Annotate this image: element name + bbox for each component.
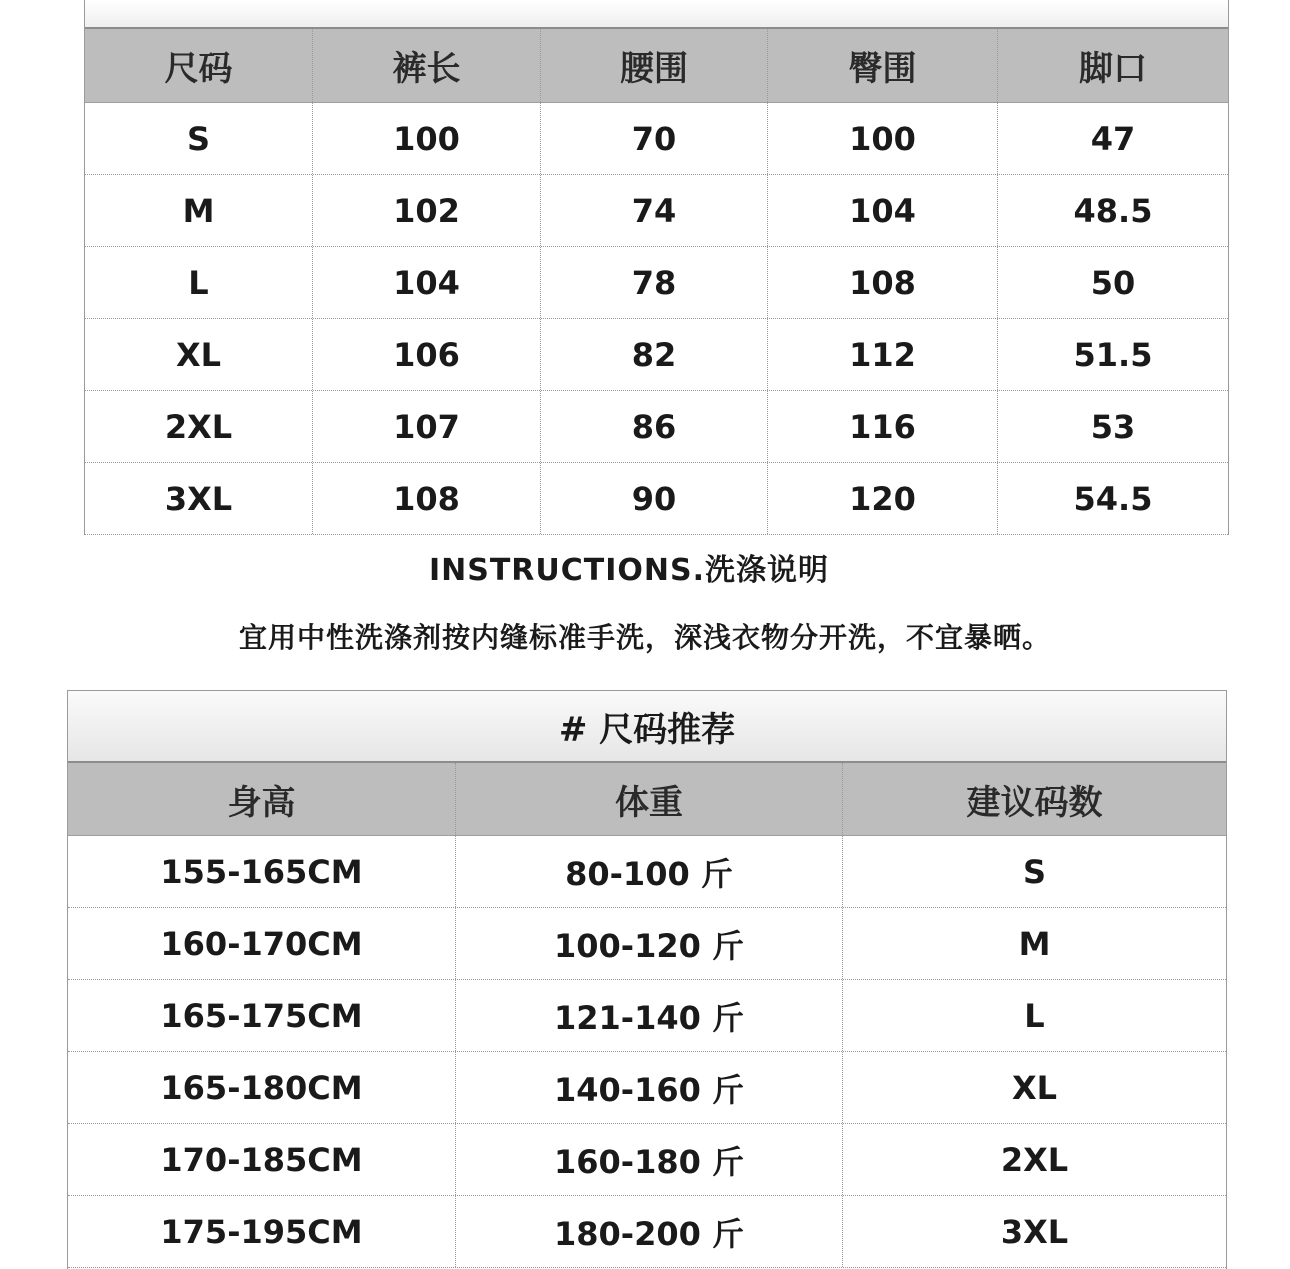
size-chart-header-row: [85, 29, 1228, 103]
table-cell: 104: [768, 175, 998, 246]
size-chart-header-length: 裤长: [313, 29, 541, 102]
table-cell: 112: [768, 319, 998, 390]
table-cell: 100: [313, 103, 541, 174]
table-row: [85, 391, 1228, 463]
table-cell: 108: [313, 463, 541, 534]
table-row: [85, 247, 1228, 319]
table-cell: 3XL: [85, 463, 313, 534]
table-cell: 53: [1090, 407, 1136, 446]
table-cell: 82: [541, 319, 768, 390]
instructions-text: 宜用中性洗涤剂按内缝标准手洗，深浅衣物分开洗，不宜暴晒。: [238, 621, 1051, 654]
table-cell: 140-160 斤: [456, 1052, 843, 1123]
table-cell: 165-180CM: [68, 1052, 456, 1123]
recommendation-header-row: [68, 763, 1226, 836]
table-cell: 180-200 斤: [456, 1196, 843, 1267]
table-cell: 108: [768, 247, 998, 318]
table-cell: 74: [541, 175, 768, 246]
table-cell: M: [1018, 924, 1051, 963]
table-cell: M: [85, 175, 313, 246]
table-row: [68, 1196, 1226, 1268]
recommendation-header-size: 建议码数: [966, 782, 1103, 823]
table-cell: 160-180 斤: [456, 1124, 843, 1195]
table-cell: 107: [313, 391, 541, 462]
table-cell: 160-170CM: [68, 908, 456, 979]
table-cell: 51.5: [1073, 335, 1153, 374]
table-cell: 165-175CM: [68, 980, 456, 1051]
table-cell: 104: [313, 247, 541, 318]
table-cell: 48.5: [1073, 191, 1153, 230]
instructions-title: INSTRUCTIONS.洗涤说明: [428, 553, 830, 588]
table-cell: XL: [1011, 1068, 1058, 1107]
size-chart-header-hem: 脚口: [1079, 49, 1147, 89]
size-chart-header-hip: 臀围: [768, 29, 998, 102]
table-cell: 2XL: [1000, 1140, 1069, 1179]
table-cell: 155-165CM: [68, 836, 456, 907]
table-cell: 80-100 斤: [456, 836, 843, 907]
table-row: [68, 836, 1226, 908]
table-cell: 121-140 斤: [456, 980, 843, 1051]
table-row: [68, 1052, 1226, 1124]
size-chart-header-size: 尺码: [85, 29, 313, 102]
table-cell: 90: [541, 463, 768, 534]
recommendation-header-height: 身高: [68, 763, 456, 835]
table-cell: 100-120 斤: [456, 908, 843, 979]
table-row: [85, 103, 1228, 175]
table-cell: 2XL: [85, 391, 313, 462]
table-cell: S: [1022, 852, 1047, 891]
table-cell: 170-185CM: [68, 1124, 456, 1195]
size-chart-caption-bar: [85, 0, 1228, 29]
table-cell: 70: [541, 103, 768, 174]
size-recommendation-table: [67, 690, 1227, 1269]
table-cell: 116: [768, 391, 998, 462]
table-cell: 50: [1090, 263, 1136, 302]
size-chart-header-waist: 腰围: [541, 29, 768, 102]
table-cell: XL: [85, 319, 313, 390]
table-row: [85, 463, 1228, 535]
table-row: [85, 319, 1228, 391]
table-cell: 86: [541, 391, 768, 462]
table-cell: 120: [768, 463, 998, 534]
table-row: [85, 175, 1228, 247]
table-cell: 100: [768, 103, 998, 174]
table-cell: 106: [313, 319, 541, 390]
recommendation-title: # 尺码推荐: [68, 691, 1226, 763]
table-cell: L: [85, 247, 313, 318]
size-chart-table: [84, 0, 1229, 535]
table-cell: 175-195CM: [68, 1196, 456, 1267]
table-cell: 3XL: [1000, 1212, 1069, 1251]
table-cell: 78: [541, 247, 768, 318]
table-cell: L: [1024, 996, 1045, 1035]
table-cell: 102: [313, 175, 541, 246]
table-row: [68, 980, 1226, 1052]
table-cell: 47: [1090, 119, 1136, 158]
table-row: [68, 908, 1226, 980]
table-row: [68, 1124, 1226, 1196]
table-cell: 54.5: [1073, 479, 1153, 518]
recommendation-header-weight: 体重: [456, 763, 843, 835]
table-cell: S: [85, 103, 313, 174]
